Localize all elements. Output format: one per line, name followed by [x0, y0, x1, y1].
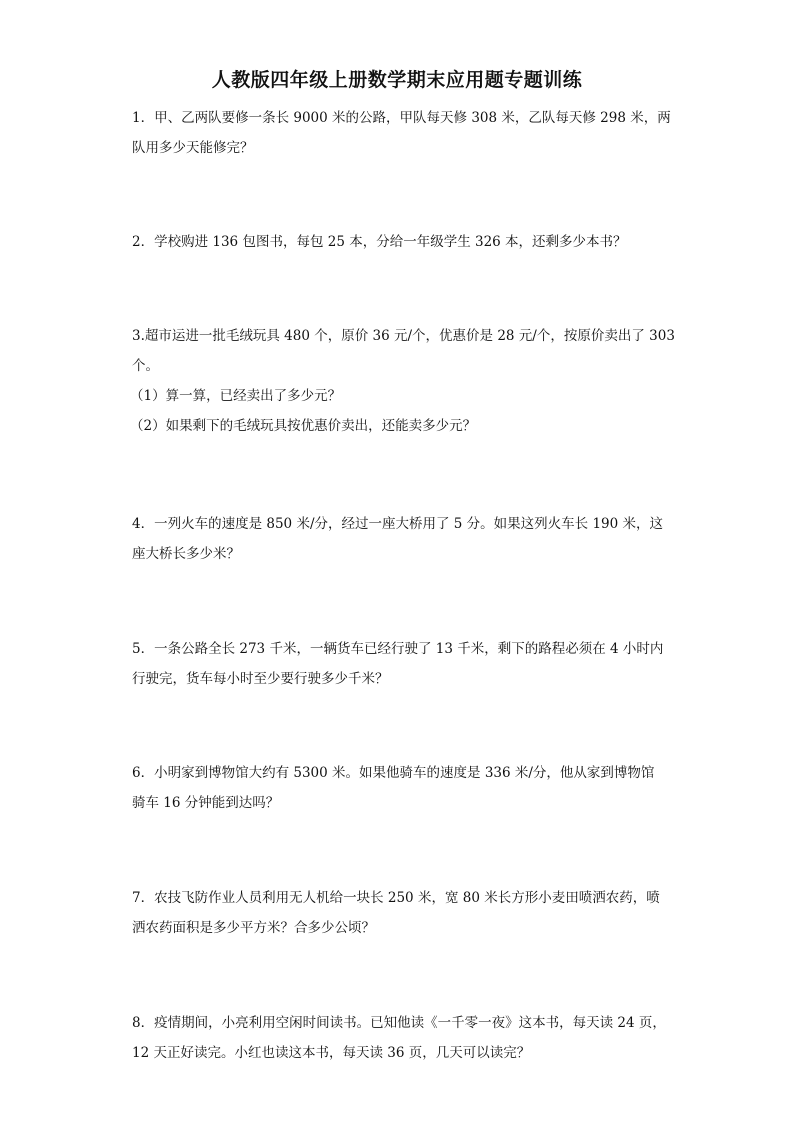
- question-line: 2．学校购进 136 包图书，每包 25 本，分给一年级学生 326 本，还剩多少本书？: [132, 234, 627, 250]
- question-3: [130, 321, 675, 441]
- question-line: 4．一列火车的速度是 850 米/分，经过一座大桥用了 5 分。如果这列火车长 190 米，这: [132, 516, 664, 532]
- question-8: [132, 1008, 667, 1068]
- question-line: 洒农药面积是多少平方米？合多少公顷？: [132, 920, 375, 936]
- question-line: 12 天正好读完。小红也读这本书，每天读 36 页，几天可以读完？: [132, 1045, 531, 1061]
- question-line: 3.超市运进一批毛绒玩具 480 个，原价 36 元/个，优惠价是 28 元/个，按原价卖出了 303: [132, 328, 675, 344]
- question-line: 骑车 16 分钟能到达吗？: [132, 795, 280, 811]
- question-2: [132, 227, 667, 257]
- question-line: 行驶完，货车每小时至少要行驶多少千米？: [132, 671, 389, 687]
- page-title: 人教版四年级上册数学期末应用题专题训练: [211, 69, 583, 91]
- question-line: 个。: [132, 358, 159, 374]
- question-5: [132, 634, 667, 694]
- question-line: 6．小明家到博物馆大约有 5300 米。如果他骑车的速度是 336 米/分，他从家到博物馆: [132, 765, 655, 781]
- question-line: 8．疫情期间，小亮利用空闲时间读书。已知他读《一千零一夜》这本书，每天读 24 页，: [132, 1015, 666, 1031]
- sub-question-2: （2）如果剩下的毛绒玩具按优惠价卖出，还能卖多少元？: [130, 418, 477, 434]
- question-line: 1．甲、乙两队要修一条长 9000 米的公路，甲队每天修 308 米，乙队每天修 298 米，两: [132, 110, 671, 126]
- question-6: [132, 758, 667, 818]
- question-line: 队用多少天能修完？: [132, 140, 254, 156]
- question-line: 座大桥长多少米？: [132, 546, 240, 562]
- sub-question-1: （1）算一算，已经卖出了多少元？: [130, 388, 342, 404]
- question-line: 5．一条公路全长 273 千米，一辆货车已经行驶了 13 千米，剩下的路程必须在 4 小时内: [132, 641, 664, 657]
- question-4: [132, 509, 667, 569]
- question-1: [132, 103, 671, 163]
- question-7: [132, 883, 667, 943]
- question-line: 7．农技飞防作业人员利用无人机给一块长 250 米，宽 80 米长方形小麦田喷洒农药，喷: [132, 890, 660, 906]
